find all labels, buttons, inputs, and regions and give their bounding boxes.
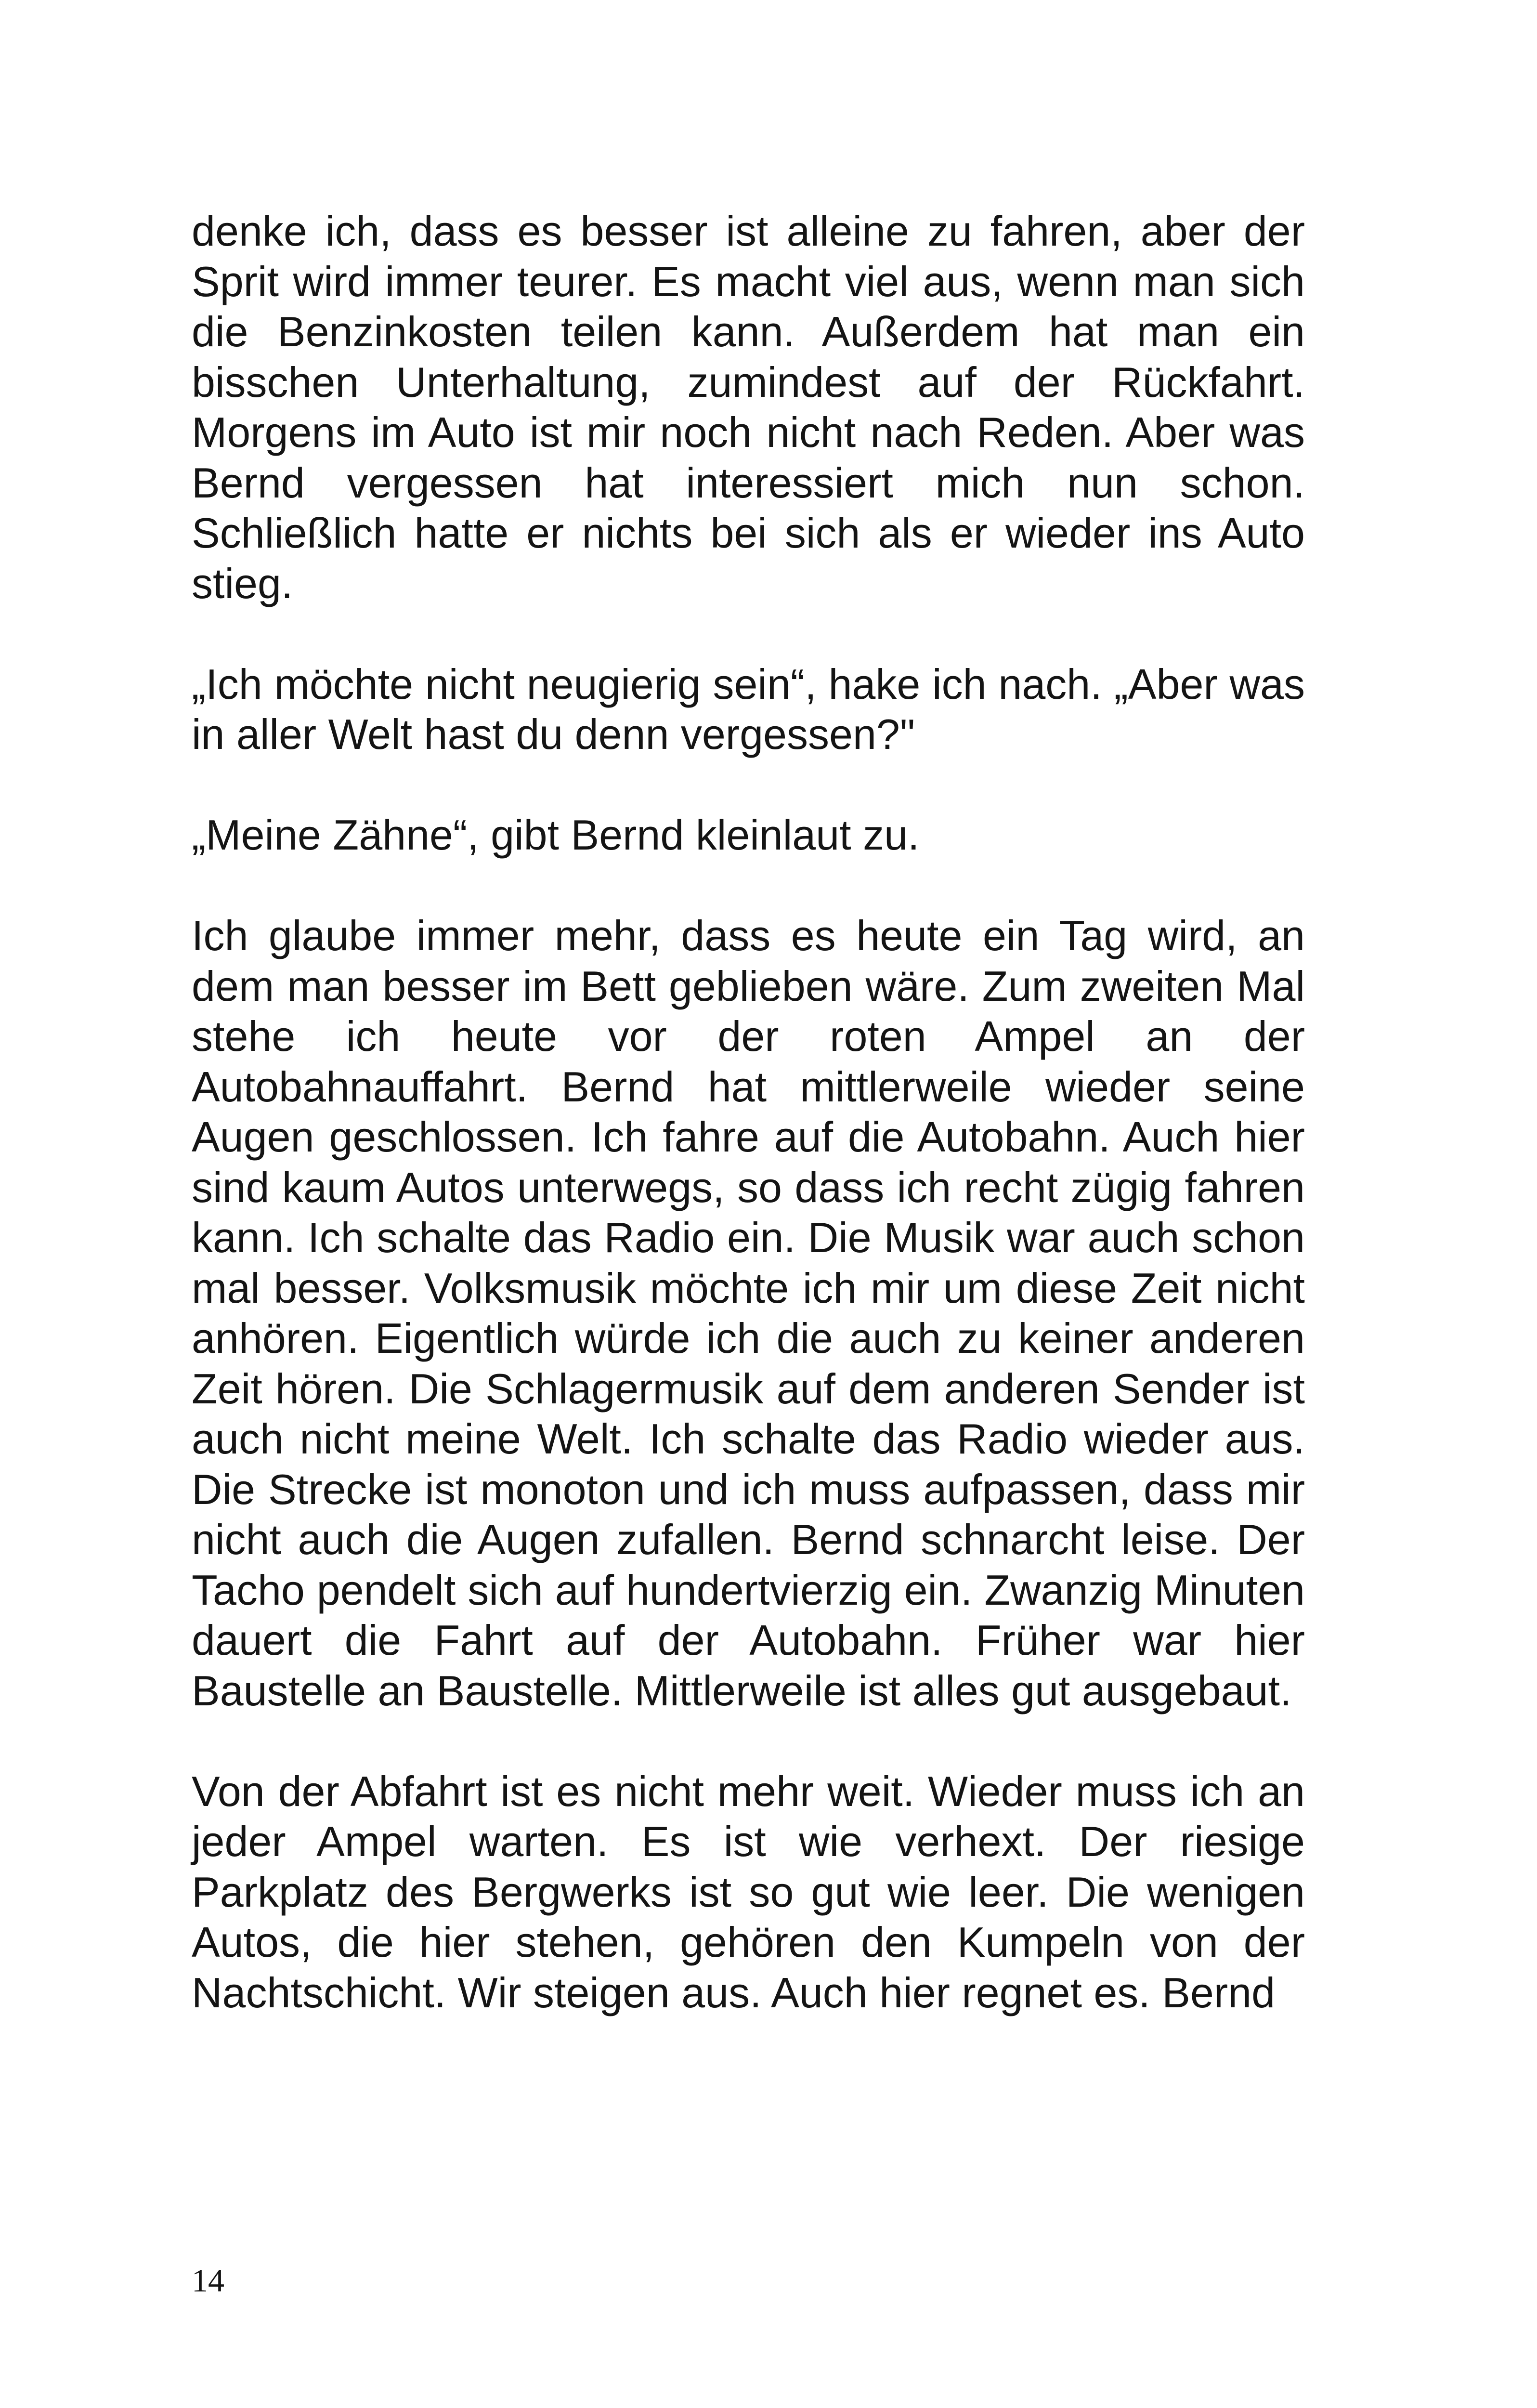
paragraph-1: denke ich, dass es besser ist alleine zu fahren, aber der Sprit wird immer teurer. Es macht viel aus, wenn man sich die Benzinkosten teilen kann. Außerdem hat man ein bisschen Unterhaltung, zumindest auf der Rückfahrt. Morgens im Auto ist mir noch nicht nach Reden. Aber was Bernd vergessen hat interessiert mich nun schon. Schließlich hatte er nichts bei sich als er wieder ins Auto stieg. <box>192 207 1305 607</box>
paragraph-4: Ich glaube immer mehr, dass es heute ein Tag wird, an dem man besser im Bett geblieben wäre. Zum zweiten Mal stehe ich heute vor der roten Ampel an der Autobahnauffahrt. Bernd hat mittlerweile wieder seine Augen geschlossen. Ich fahre auf die Autobahn. Auch hier sind kaum Autos unterwegs, so dass ich recht zügig fahren kann. Ich schalte das Radio ein. Die Musik war auch schon mal besser. Volksmusik möchte ich mir um diese Zeit nicht anhören. Eigentlich würde ich die auch zu keiner anderen Zeit hören. Die Schlagermusik auf dem anderen Sender ist auch nicht meine Welt. Ich schalte das Radio wieder aus. Die Strecke ist monoton und ich muss aufpassen, dass mir nicht auch die Augen zufallen. Bernd schnarcht leise. Der Tacho pendelt sich auf hundertvierzig ein. Zwanzig Minuten dauert die Fahrt auf der Autobahn. Früher war hier Baustelle an Baustelle. Mittlerweile ist alles gut ausgebaut. <box>192 912 1305 1714</box>
paragraph-3: „Meine Zähne“, gibt Bernd kleinlaut zu. <box>192 811 920 859</box>
body-text <box>192 206 1305 2018</box>
paragraph-5: Von der Abfahrt ist es nicht mehr weit. Wieder muss ich an jeder Ampel warten. Es ist wie verhext. Der riesige Parkplatz des Bergwerks ist so gut wie leer. Die wenigen Autos, die hier stehen, gehören den Kumpeln von der Nachtschicht. Wir steigen aus. Auch hier regnet es. Bernd <box>192 1767 1305 2016</box>
paragraph-2: „Ich möchte nicht neugierig sein“, hake ich nach. „Aber was in aller Welt hast du denn vergessen?" <box>192 660 1305 758</box>
page-number: 14 <box>192 2262 224 2299</box>
